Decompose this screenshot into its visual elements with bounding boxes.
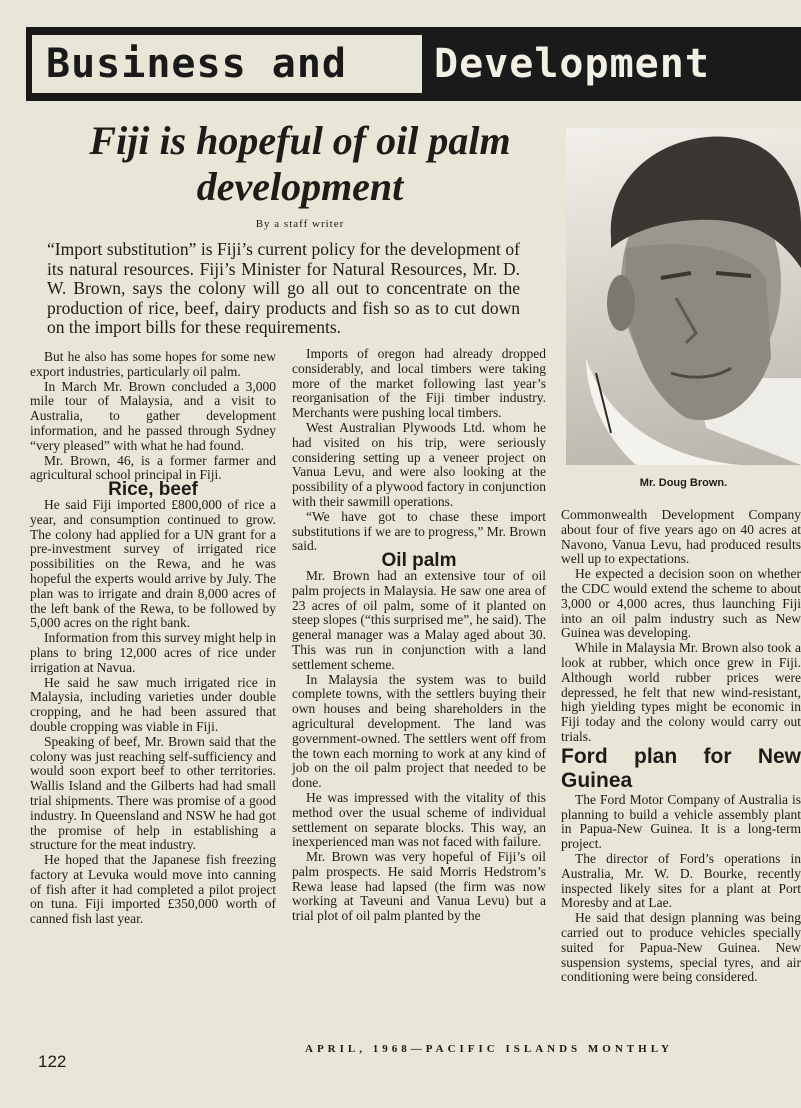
paragraph: He said he saw much irrigated rice in Malaysia, including varieties under double cropping, and he had been assured that double cropping was viable in Fiji. bbox=[30, 674, 276, 734]
portrait-photo bbox=[566, 128, 801, 465]
column-1 bbox=[30, 350, 276, 927]
article-byline: By a staff writer bbox=[255, 218, 345, 230]
paragraph: West Australian Plywoods Ltd. whom he had visited on his trip, were seriously considering setting up a veneer project on Vanua Levu, and were also looking at the possibility of a plywood factory in conjunction with their sawmill operations. bbox=[292, 419, 546, 509]
paragraph: Mr. Brown had an extensive tour of oil palm projects in Malaysia. He saw one area of 23 acres of oil palm, some of it planted on steep slopes (“this surprised me”, he said). The general manager was a Malay aged about 30. This was run in conjunction with a land settlement scheme. bbox=[292, 567, 546, 672]
paragraph: Speaking of beef, Mr. Brown said that the colony was just reaching self-sufficiency and would soon export beef to other territories. Wallis Island and the Gilberts had had small trial shipments. There was promise of a good industry. In Queensland and NSW he had got the promise of help in establishing a structure for the meat industry. bbox=[30, 733, 276, 853]
paragraph: Imports of oregon had already dropped considerably, and local timbers were taking more of the market following last year’s reorganisation of the Fiji timber industry. Merchants were pushing local timbers. bbox=[292, 346, 546, 421]
banner-title-right: Development bbox=[434, 41, 710, 87]
subheading-rice-beef: Rice, beef bbox=[108, 479, 198, 501]
column-3 bbox=[561, 508, 801, 985]
paragraph: The director of Ford’s operations in Australia, Mr. W. D. Bourke, recently inspected likely sites for a plant at Port Moresby and at Lae. bbox=[561, 850, 801, 911]
paragraph: Information from this survey might help in plans to bring 12,000 acres of rice under irrigation at Navua. bbox=[30, 630, 276, 675]
banner-title-left: Business and bbox=[46, 41, 347, 87]
banner-left-panel bbox=[32, 35, 422, 93]
banner-right-panel bbox=[428, 35, 801, 93]
article-lede: “Import substitution” is Fiji’s current policy for the development of its natural resources. Fiji’s Minister for Natural Resources, Mr. D. W. Brown, says the colony will go all out to concentrate on the production of rice, beef, dairy products and fish so as to cut down on the import bills for these requirements. bbox=[47, 239, 520, 338]
issue-line: APRIL, 1968—PACIFIC ISLANDS MONTHLY bbox=[305, 1043, 673, 1055]
paragraph: He was impressed with the vitality of this method over the usual scheme of individual settlement on separate blocks. This way, an inexperienced man was not faced with failure. bbox=[292, 789, 546, 850]
paragraph: In March Mr. Brown concluded a 3,000 mile tour of Malaysia, and a visit to Australia, to gather development information, and he passed through Sydney “very pleased” with what he had found. bbox=[30, 378, 276, 453]
subheading-oil-palm: Oil palm bbox=[381, 550, 457, 572]
paragraph: Commonwealth Development Company about four of five years ago on 40 acres at Navono, Vanua Levu, had produced results well up to expectations. bbox=[561, 508, 801, 567]
column-2 bbox=[292, 347, 546, 924]
photo-caption: Mr. Doug Brown. bbox=[639, 477, 728, 489]
paragraph: “We have got to chase these import substitutions if we are to progress,” Mr. Brown said. bbox=[292, 508, 546, 554]
paragraph: He expected a decision soon on whether the CDC would extend the scheme to about 3,000 or 4,000 acres, thus launching Fiji into an oil palm industry such as New Guinea was developing. bbox=[561, 566, 801, 641]
paragraph: He hoped that the Japanese fish freezing factory at Levuka would move into canning of fish after it had completed a pilot project on tuna. Fiji imported £350,000 worth of canned fish last year. bbox=[30, 852, 276, 927]
paragraph: While in Malaysia Mr. Brown also took a look at rubber, which once grew in Fiji. Although world rubber prices were depressed, he felt that new wind-resistant, high yielding types might be economic in Fiji today and the colony would carry out trials. bbox=[561, 640, 801, 744]
paragraph: He said Fiji imported £800,000 of rice a year, and consumption continued to grow. The colony had applied for a UN grant for a pre-investment survey of irrigated rice possibilities on the Rewa, and he was hopeful the experts would arrive by July. The plan was to irrigate and drain 8,000 acres of the left bank of the Rewa, to be followed by 5,000 acres on the right bank. bbox=[30, 496, 276, 631]
paragraph: He said that design planning was being carried out to produce vehicles specially suited for Papua-New Guinea. New suspension systems, special tyres, and air conditioning were being considered. bbox=[561, 910, 801, 985]
paragraph: In Malaysia the system was to build complete towns, with the settlers buying their own houses and being shareholders in the agricultural development. The land was government-owned. The settlers went off from the town each morning to work at any kind of job on the oil palm project that needed to be done. bbox=[292, 671, 546, 791]
paragraph: Mr. Brown was very hopeful of Fiji’s oil palm prospects. He said Morris Hedstrom’s Rewa lease had lapsed (the firm was now working at Taveuni and Vanua Levu) but a trial plot of oil palm planted by the bbox=[292, 849, 546, 924]
paragraph: The Ford Motor Company of Australia is planning to build a vehicle assembly plant in Papua-New Guinea. It is a long-term project. bbox=[561, 791, 801, 852]
page-number: 122 bbox=[38, 1052, 67, 1071]
ford-headline: Ford plan for New Guinea bbox=[561, 744, 801, 792]
article-headline: Fiji is hopeful of oil palm development bbox=[89, 118, 511, 209]
paragraph: Mr. Brown, 46, is a former farmer and agricultural school principal in Fiji. bbox=[30, 452, 276, 483]
paragraph: But he also has some hopes for some new export industries, particularly oil palm. bbox=[30, 349, 276, 379]
portrait-illustration bbox=[566, 128, 801, 465]
